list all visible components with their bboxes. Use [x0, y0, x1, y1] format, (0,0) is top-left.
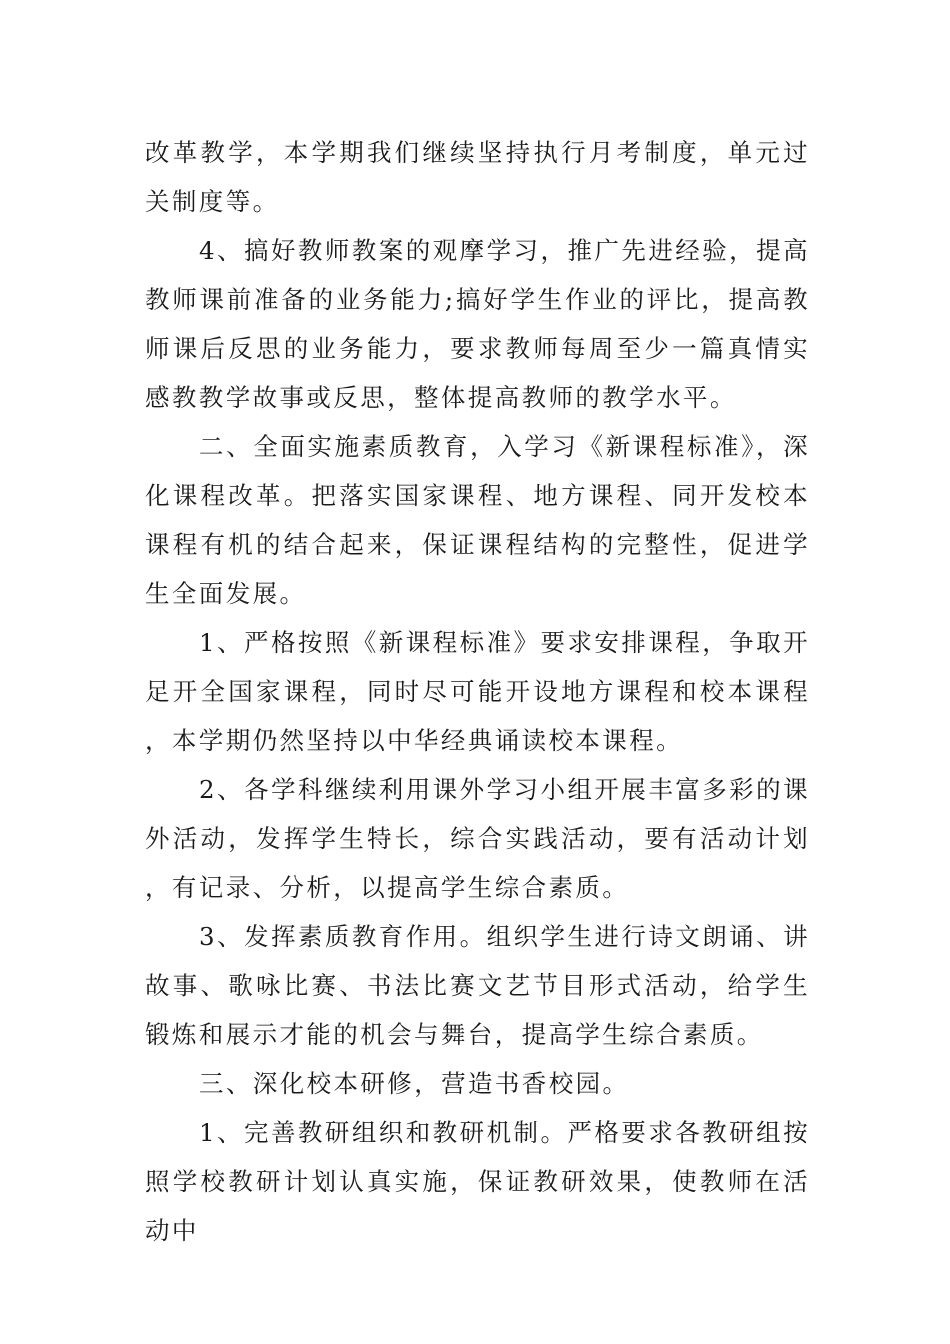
paragraph-section-3-item-1: 1、完善教研组织和教研机制。严格要求各教研组按照学校教研计划认真实施，保证教研效果，使教师在活动中: [145, 1118, 810, 1245]
paragraph-item-1: 1、严格按照《新课程标准》要求安排课程，争取开足开全国家课程，同时尽可能开设地方课程和校本课程，本学期仍然坚持以中华经典诵读校本课程。: [145, 628, 810, 755]
paragraph-section-2-heading: 二、全面实施素质教育，入学习《新课程标准》，深化课程改革。把落实国家课程、地方课程、同开发校本课程有机的结合起来，保证课程结构的完整性，促进学生全面发展。: [145, 432, 810, 608]
paragraph-item-2: 2、各学科继续利用课外学习小组开展丰富多彩的课外活动，发挥学生特长，综合实践活动，要有活动计划，有记录、分析，以提高学生综合素质。: [145, 775, 810, 902]
paragraph-continuation: 改革教学，本学期我们继续坚持执行月考制度，单元过关制度等。: [145, 138, 810, 216]
document-page: [145, 128, 810, 1255]
paragraph-item-3: 3、发挥素质教育作用。组织学生进行诗文朗诵、讲故事、歌咏比赛、书法比赛文艺节目形式活动，给学生锻炼和展示才能的机会与舞台，提高学生综合素质。: [145, 922, 810, 1049]
paragraph-item-4: 4、搞好教师教案的观摩学习，推广先进经验，提高教师课前准备的业务能力;搞好学生作业的评比，提高教师课后反思的业务能力，要求教师每周至少一篇真情实感教教学故事或反思，整体提高教师的教学水平。: [145, 236, 810, 412]
paragraph-section-3-heading: 三、深化校本研修，营造书香校园。: [199, 1069, 630, 1098]
